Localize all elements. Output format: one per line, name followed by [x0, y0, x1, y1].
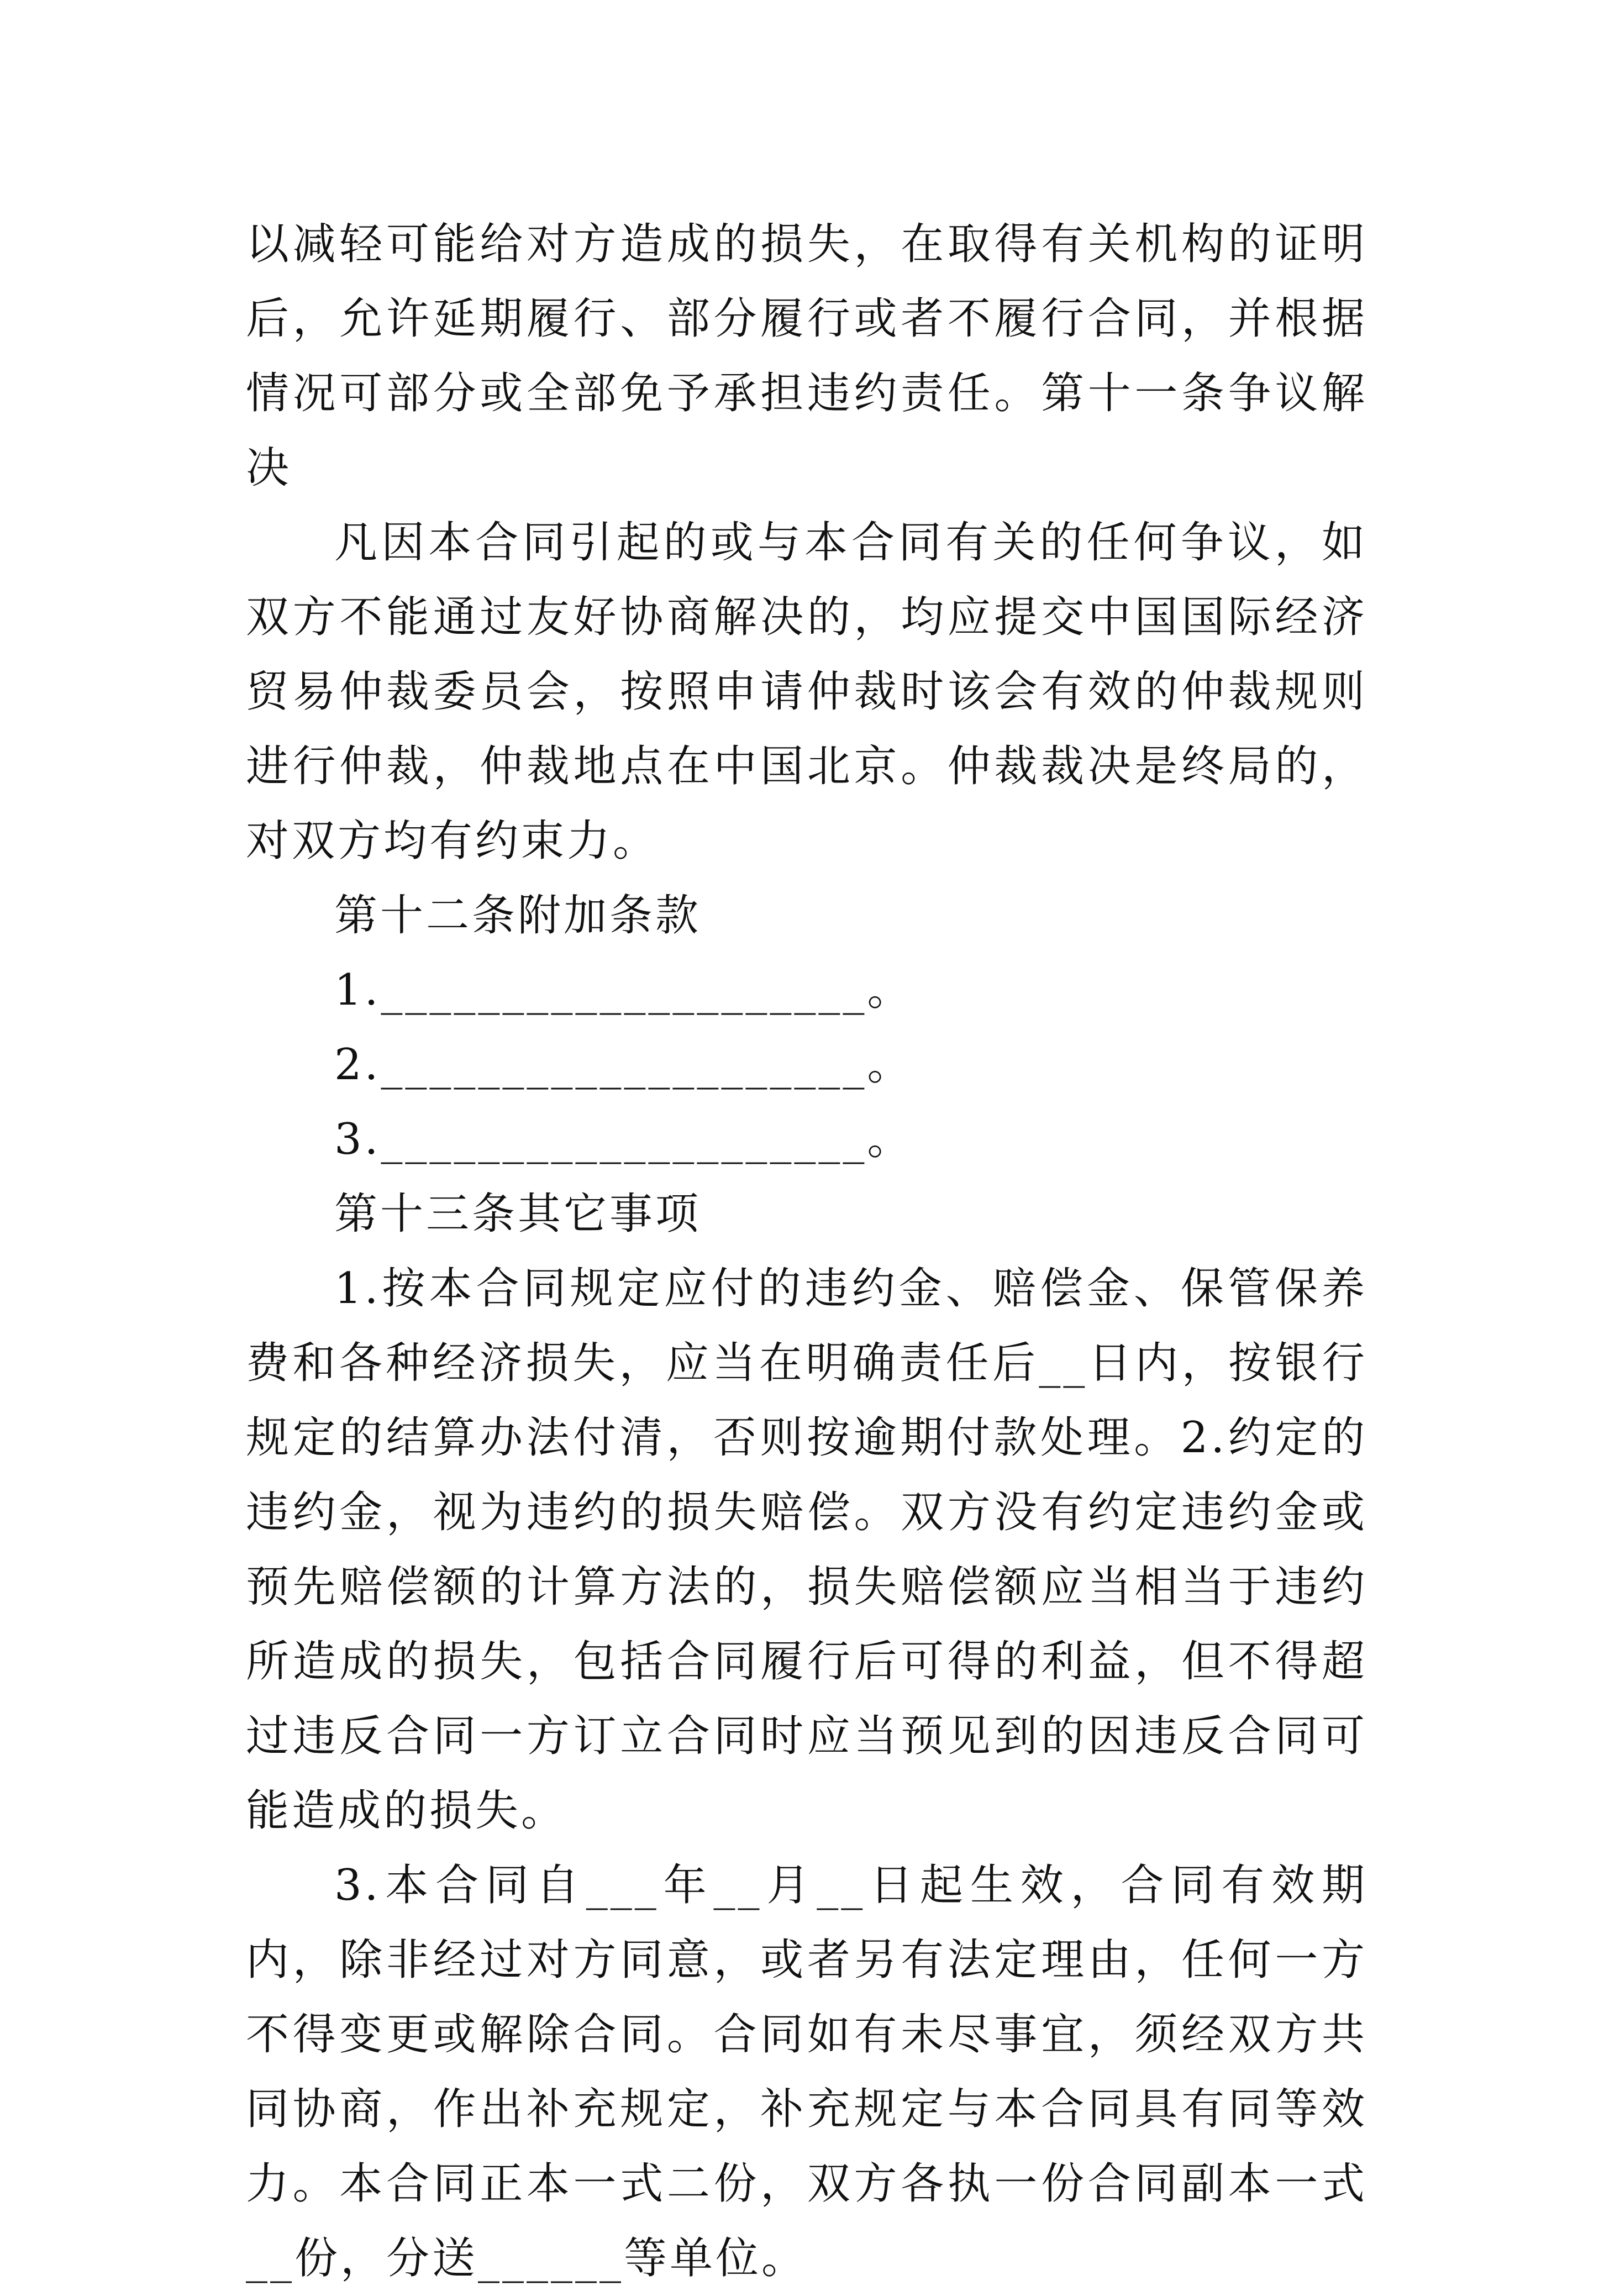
paragraph-force-majeure-continued: 以减轻可能给对方造成的损失，在取得有关机构的证明后，允许延期履行、部分履行或者不履行合同，并根据情况可部分或全部免予承担违约责任。第十一条争议解决: [246, 219, 1367, 493]
additional-term-3: 3.____________________。: [334, 1115, 913, 1164]
paragraph-dispute-resolution: 凡因本合同引起的或与本合同有关的任何争议，如双方不能通过友好协商解决的，均应提交中国国际经济贸易仲裁委员会，按照申请仲裁时该会有效的仲裁规则进行仲裁，仲裁地点在中国北京。仲裁裁决是终局的，对双方均有约束力。: [246, 518, 1367, 866]
document-body: [246, 207, 1367, 2296]
heading-other-matters: 第十三条其它事项: [334, 1189, 702, 1239]
paragraph-effective-date: 3.本合同自___年__月__日起生效，合同有效期内，除非经过对方同意，或者另有法定理由，任何一方不得变更或解除合同。合同如有未尽事宜，须经双方共同协商，作出补充规定，补充规定与本合同具有同等效力。本合同正本一式二份，双方各执一份合同副本一式__份，分送______等单位。: [246, 1861, 1367, 2283]
paragraph-penalty-payment: 1.按本合同规定应付的违约金、赔偿金、保管保养费和各种经济损失，应当在明确责任后__日内，按银行规定的结算办法付清，否则按逾期付款处理。2.约定的违约金，视为违约的损失赔偿。双方没有约定违约金或预先赔偿额的计算方法的，损失赔偿额应当相当于违约所造成的损失，包括合同履行后可得的利益，但不得超过违反合同一方订立合同时应当预见到的因违反合同可能造成的损失。: [246, 1264, 1367, 1836]
additional-term-2: 2.____________________。: [334, 1040, 913, 1090]
additional-term-1: 1.____________________。: [334, 965, 913, 1015]
heading-additional-terms: 第十二条附加条款: [334, 891, 702, 941]
